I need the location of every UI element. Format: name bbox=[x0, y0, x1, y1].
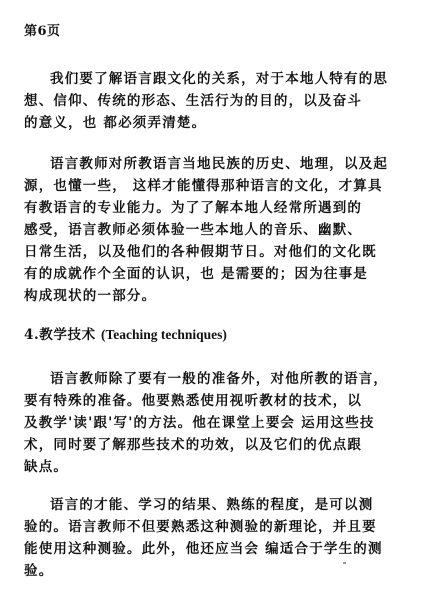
section-title-zh: 教学技术 bbox=[39, 327, 96, 343]
text-line: 语言教师对所教语言当地民族的历史、地理，以及起 bbox=[50, 156, 389, 172]
text-line: 语言的才能、学习的结果、熟练的程度，是可以测 bbox=[50, 497, 374, 513]
text-line: 语言教师除了要有一般的准备外，对他所教的语言， bbox=[50, 371, 389, 387]
text-line: 想、信仰、传统的形态、生活行为的目的，以及奋斗 bbox=[24, 93, 363, 109]
text-line: 验。 bbox=[24, 563, 54, 579]
section-heading bbox=[24, 323, 227, 343]
text-line: 有教语言的专业能力。为了了解本地人经常所遇到的 bbox=[24, 200, 363, 216]
text-line: 要有特殊的准备。他要熟悉使用视听教材的技术，以 bbox=[24, 393, 363, 409]
scan-speck bbox=[343, 562, 346, 564]
text-line: 有的成就作个全面的认识，也 是需要的；因为往事是 bbox=[24, 266, 368, 282]
text-line: 的意义，也 都必须弄清楚。 bbox=[24, 115, 207, 131]
text-line: 术，同时要了解那些技术的功效，以及它们的优点跟 bbox=[24, 437, 363, 453]
text-line: 感受，语言教师必须体验一些本地人的音乐、幽默、 bbox=[24, 222, 363, 238]
paragraph-history bbox=[24, 153, 404, 307]
section-title-en: (Teaching techniques) bbox=[101, 327, 227, 342]
section-number: 4. bbox=[24, 327, 40, 343]
text-line: 构成现状的一部分。 bbox=[24, 288, 157, 304]
page-number: 第6页 bbox=[24, 24, 61, 39]
paragraph-culture bbox=[24, 68, 404, 134]
text-line: 能使用这种测验。此外，他还应当会 编适合于学生的测 bbox=[24, 541, 383, 557]
text-line: 缺点。 bbox=[24, 459, 69, 475]
text-line: 验的。语言教师不但要熟悉这种测验的新理论，并且要 bbox=[24, 519, 377, 535]
paragraph-testing bbox=[24, 494, 404, 582]
paragraph-techniques bbox=[24, 368, 404, 478]
text-line: 日常生活，以及他们的各种假期节日。对他们的文化既 bbox=[24, 244, 377, 260]
text-line: 我们要了解语言跟文化的关系，对于本地人特有的思 bbox=[50, 71, 389, 87]
text-line: 源，也懂一些， 这样才能懂得那种语言的文化，才算具 bbox=[24, 178, 383, 194]
text-line: 及教学'读'跟'写'的方法。他在课堂上要会 运用这些技 bbox=[24, 415, 375, 431]
